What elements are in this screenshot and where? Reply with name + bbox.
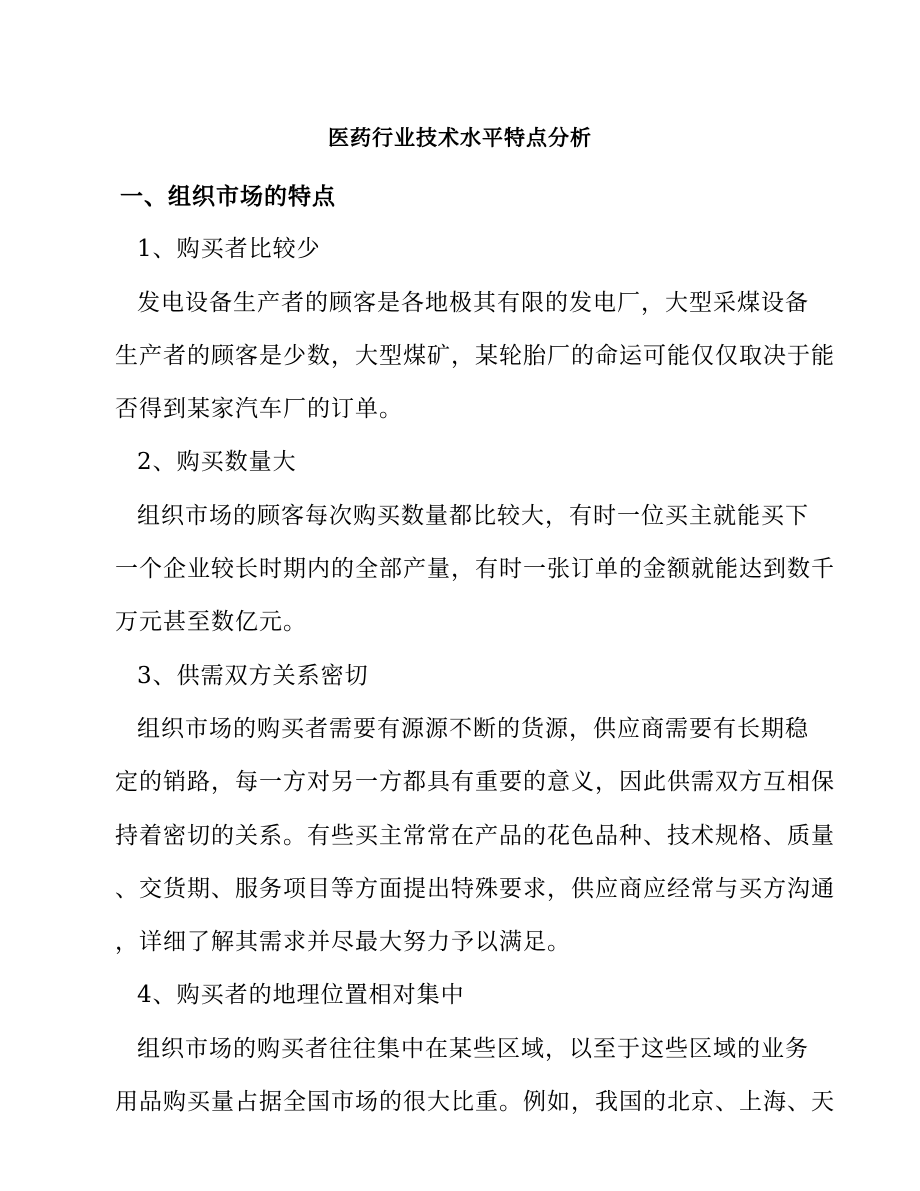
paragraph-line: 持着密切的关系。有些买主常常在产品的花色品种、技术规格、质量 [115,822,835,849]
subheading: 3、供需双方关系密切 [137,662,369,689]
document-title: 医药行业技术水平特点分析 [328,125,592,150]
paragraph-line: 生产者的顾客是少数，大型煤矿，某轮胎厂的命运可能仅仅取决于能 [115,342,835,369]
paragraph-line: 、交货期、服务项目等方面提出特殊要求，供应商应经常与买方沟通 [115,875,835,902]
paragraph-line: 万元甚至数亿元。 [115,609,307,636]
paragraph-line: 用品购买量占据全国市场的很大比重。例如，我国的北京、上海、天 [115,1089,835,1116]
paragraph-line: 一个企业较长时期内的全部产量，有时一张订单的金额就能达到数千 [115,556,835,583]
paragraph-line: 定的销路，每一方对另一方都具有重要的意义，因此供需双方互相保 [115,769,835,796]
subheading: 2、购买数量大 [137,449,297,476]
subheading: 1、购买者比较少 [137,236,321,263]
subheading: 4、购买者的地理位置相对集中 [137,982,465,1009]
paragraph-line: 组织市场的购买者往往集中在某些区域，以至于这些区域的业务 [137,1035,809,1062]
paragraph-line: 否得到某家汽车厂的订单。 [115,396,403,423]
paragraph-line: 组织市场的购买者需要有源源不断的货源，供应商需要有长期稳 [137,715,809,742]
paragraph-line: ，详细了解其需求并尽最大努力予以满足。 [115,929,571,956]
document-body [115,170,835,1129]
paragraph-line: 组织市场的顾客每次购买数量都比较大，有时一位买主就能买下 [137,502,809,529]
section-heading: 一、组织市场的特点 [120,183,336,210]
paragraph-line: 发电设备生产者的顾客是各地极其有限的发电厂，大型采煤设备 [137,289,809,316]
